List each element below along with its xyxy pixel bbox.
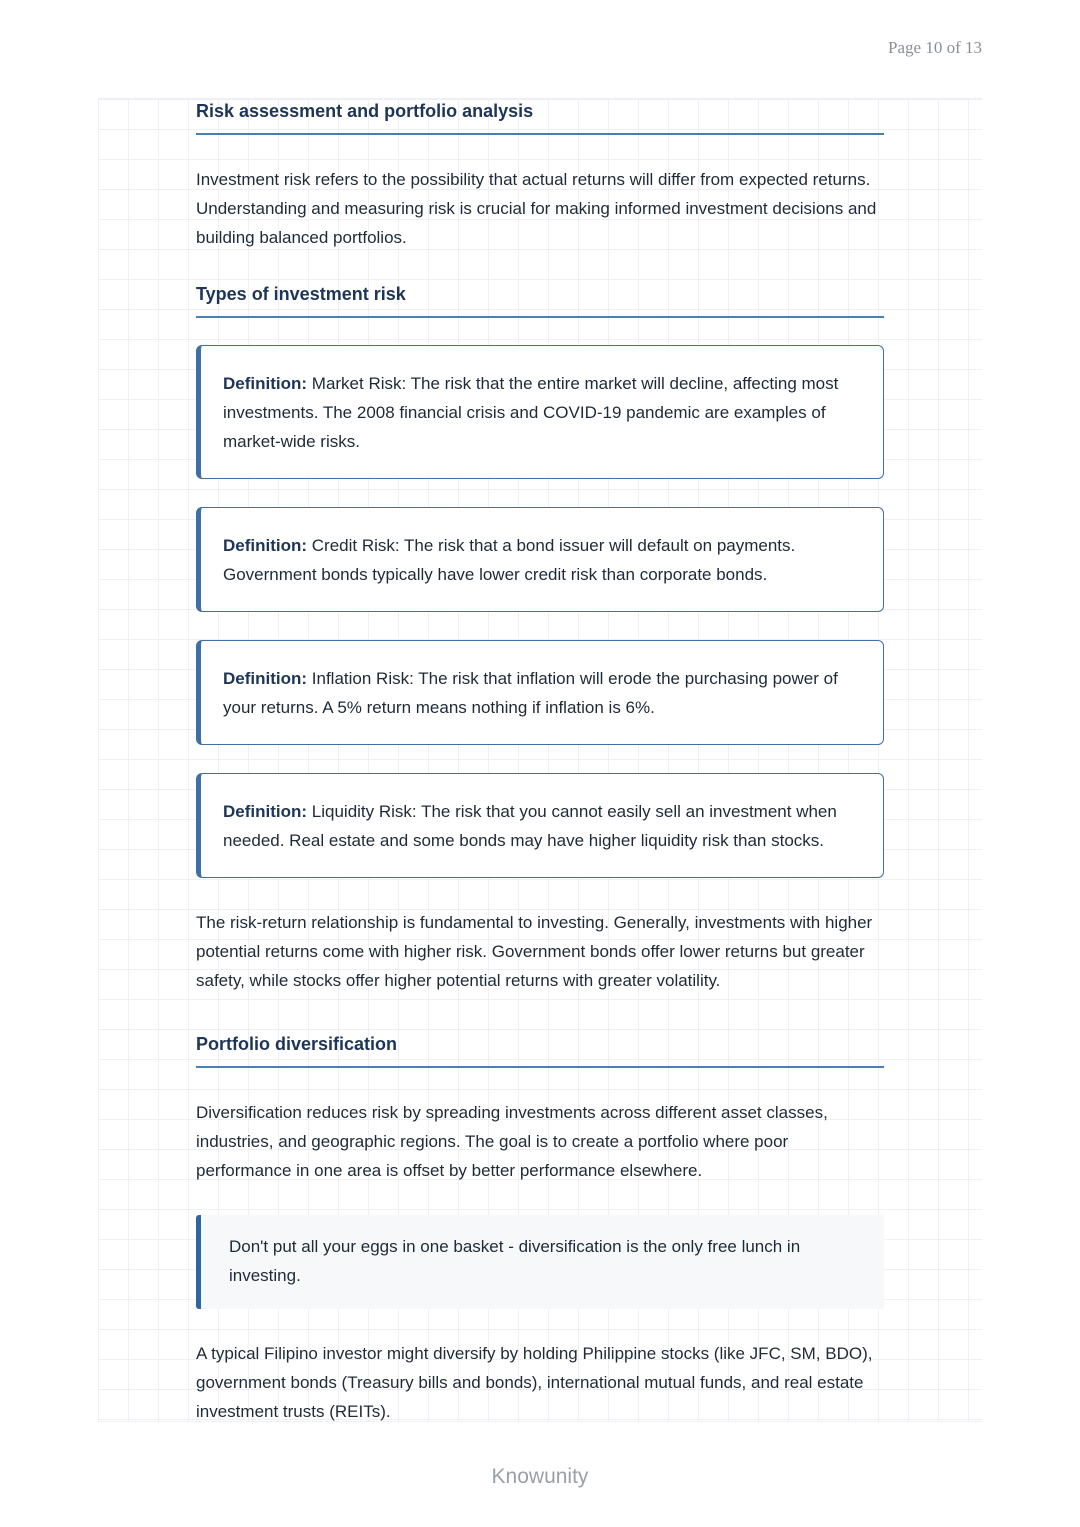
section-heading-portfolio-diversification: Portfolio diversification xyxy=(196,1034,884,1068)
definition-text: Liquidity Risk: The risk that you cannot easily sell an investment when needed. Real estate and some bonds may have higher liquidity risk than stocks. xyxy=(223,802,837,850)
filipino-example-paragraph: A typical Filipino investor might diversify by holding Philippine stocks (like JFC, SM, BDO), government bonds (Treasury bills and bonds), international mutual funds, and real estate investment trusts (REITs). xyxy=(196,1344,873,1421)
risk-return-paragraph: The risk-return relationship is fundamental to investing. Generally, investments with higher potential returns come with higher risk. Government bonds offer lower returns but greater safety, while stocks offer higher potential returns with greater volatility. xyxy=(196,913,873,990)
definition-text: Inflation Risk: The risk that inflation will erode the purchasing power of your returns. A 5% return means nothing if inflation is 6%. xyxy=(223,669,838,717)
definition-text: Market Risk: The risk that the entire market will decline, affecting most investments. The 2008 financial crisis and COVID-19 pandemic are examples of market-wide risks. xyxy=(223,374,839,451)
page-number: Page 10 of 13 xyxy=(888,38,982,57)
definition-box-inflation-risk xyxy=(196,640,884,745)
quote-block xyxy=(196,1215,884,1309)
footer-brand-logo: Knowunity xyxy=(491,1465,589,1488)
definition-box-market-risk xyxy=(196,345,884,479)
definition-label: Definition: xyxy=(223,536,308,555)
definition-box-liquidity-risk xyxy=(196,773,884,878)
definition-text: Credit Risk: The risk that a bond issuer will default on payments. Government bonds typically have lower credit risk than corporate bonds. xyxy=(223,536,796,584)
section-heading-risk-assessment: Risk assessment and portfolio analysis xyxy=(196,101,884,135)
definition-label: Definition: xyxy=(223,669,308,688)
definition-label: Definition: xyxy=(223,802,308,821)
diversification-paragraph: Diversification reduces risk by spreading investments across different asset classes, industries, and geographic regions. The goal is to create a portfolio where poor performance in one area is offset by better performance elsewhere. xyxy=(196,1103,828,1180)
definition-label: Definition: xyxy=(223,374,308,393)
definition-box-credit-risk xyxy=(196,507,884,612)
section-heading-types-of-risk: Types of investment risk xyxy=(196,284,884,318)
quote-text: Don't put all your eggs in one basket - diversification is the only free lunch in investing. xyxy=(229,1237,801,1285)
document-content xyxy=(196,98,884,1426)
intro-paragraph: Investment risk refers to the possibility that actual returns will differ from expected returns. Understanding and measuring risk is crucial for making informed investment decisions and building balanced portfolios. xyxy=(196,170,877,247)
